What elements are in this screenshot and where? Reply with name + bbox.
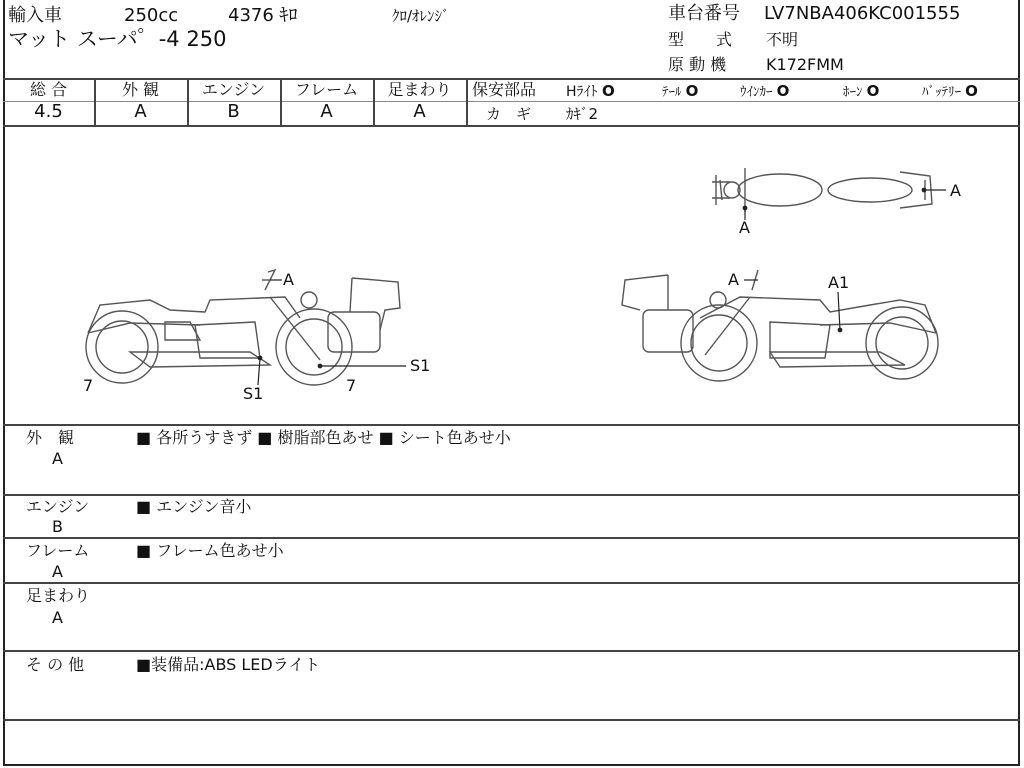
motorcycle-side-left-icon xyxy=(86,270,400,385)
safety-item-tail: ﾃｰﾙ O xyxy=(662,82,699,100)
diagram-label: A xyxy=(950,181,961,200)
diagram-label: 7 xyxy=(83,376,94,395)
detail-label-engine: エンジン xyxy=(26,497,90,516)
diagram-label: S1 xyxy=(410,356,431,375)
motorcycle-top-view-icon xyxy=(712,168,932,212)
frame-no-label: 車台番号 xyxy=(668,3,740,24)
grade-value-exterior: A xyxy=(134,101,147,122)
frame-no: LV7NBA406KC001555 xyxy=(764,3,961,24)
divider xyxy=(3,719,1020,721)
diagram-label: A xyxy=(283,270,294,289)
diagram-label: 7 xyxy=(346,376,357,395)
diagram-label: A xyxy=(739,218,750,237)
mileage: 4376 ｷﾛ xyxy=(228,5,298,26)
safety-label: 保安部品 xyxy=(472,80,537,99)
divider xyxy=(3,537,1020,539)
detail-label-exterior: 外 観 xyxy=(26,428,75,447)
grade-value-frame: A xyxy=(320,101,333,122)
detail-note-frame: ■ フレーム色あせ小 xyxy=(136,541,284,560)
safety-item-horn: ﾎｰﾝ O xyxy=(843,82,880,100)
engine-value: K172FMM xyxy=(766,55,844,74)
detail-note-engine: ■ エンジン音小 xyxy=(136,497,252,516)
grade-label-frame: フレーム xyxy=(294,80,359,99)
divider xyxy=(3,494,1020,496)
detail-label-other: そ の 他 xyxy=(26,655,85,674)
grade-label-engine: エンジン xyxy=(201,80,266,99)
grade-value-overall: 4.5 xyxy=(34,101,63,122)
displacement: 250cc xyxy=(124,5,179,26)
diagram-label: S1 xyxy=(243,384,264,403)
diagram-label: A1 xyxy=(828,273,850,292)
model-name: マット スーパ゜-4 250 xyxy=(8,27,227,51)
color: ｸﾛ/ｵﾚﾝｼﾞ xyxy=(392,7,450,25)
grade-value-engine: B xyxy=(227,101,240,122)
category: 輸入車 xyxy=(8,5,62,26)
type-label: 型 式 xyxy=(668,30,733,49)
grade-label-overall: 総 合 xyxy=(29,80,68,99)
detail-label-suspension: 足まわり xyxy=(26,586,91,605)
grade-value-suspension: A xyxy=(413,101,426,122)
detail-grade-exterior: A xyxy=(52,449,63,468)
key-value: ｶｷﾞ2 xyxy=(566,105,599,123)
divider xyxy=(3,582,1020,584)
detail-label-frame: フレーム xyxy=(26,541,90,560)
safety-item-headlight: Hﾗｲﾄ O xyxy=(566,82,615,100)
detail-grade-engine: B xyxy=(52,517,63,536)
detail-note-other: ■装備品:ABS LEDライト xyxy=(136,655,321,674)
grade-label-suspension: 足まわり xyxy=(387,80,452,99)
type-value: 不明 xyxy=(766,30,799,49)
safety-item-winker: ｳｲﾝｶｰ O xyxy=(740,82,790,100)
safety-item-battery: ﾊﾞｯﾃﾘｰ O xyxy=(922,82,978,100)
diagram-label: A xyxy=(728,270,739,289)
engine-label: 原 動 機 xyxy=(668,55,727,74)
divider xyxy=(3,650,1020,652)
motorcycle-side-right-icon xyxy=(622,270,938,381)
grade-label-exterior: 外 観 xyxy=(121,80,160,99)
detail-grade-suspension: A xyxy=(52,608,63,627)
key-label: カ ギ xyxy=(486,105,532,123)
detail-note-exterior: ■ 各所うすきず ■ 樹脂部色あせ ■ シート色あせ小 xyxy=(136,428,511,447)
detail-grade-frame: A xyxy=(52,562,63,581)
